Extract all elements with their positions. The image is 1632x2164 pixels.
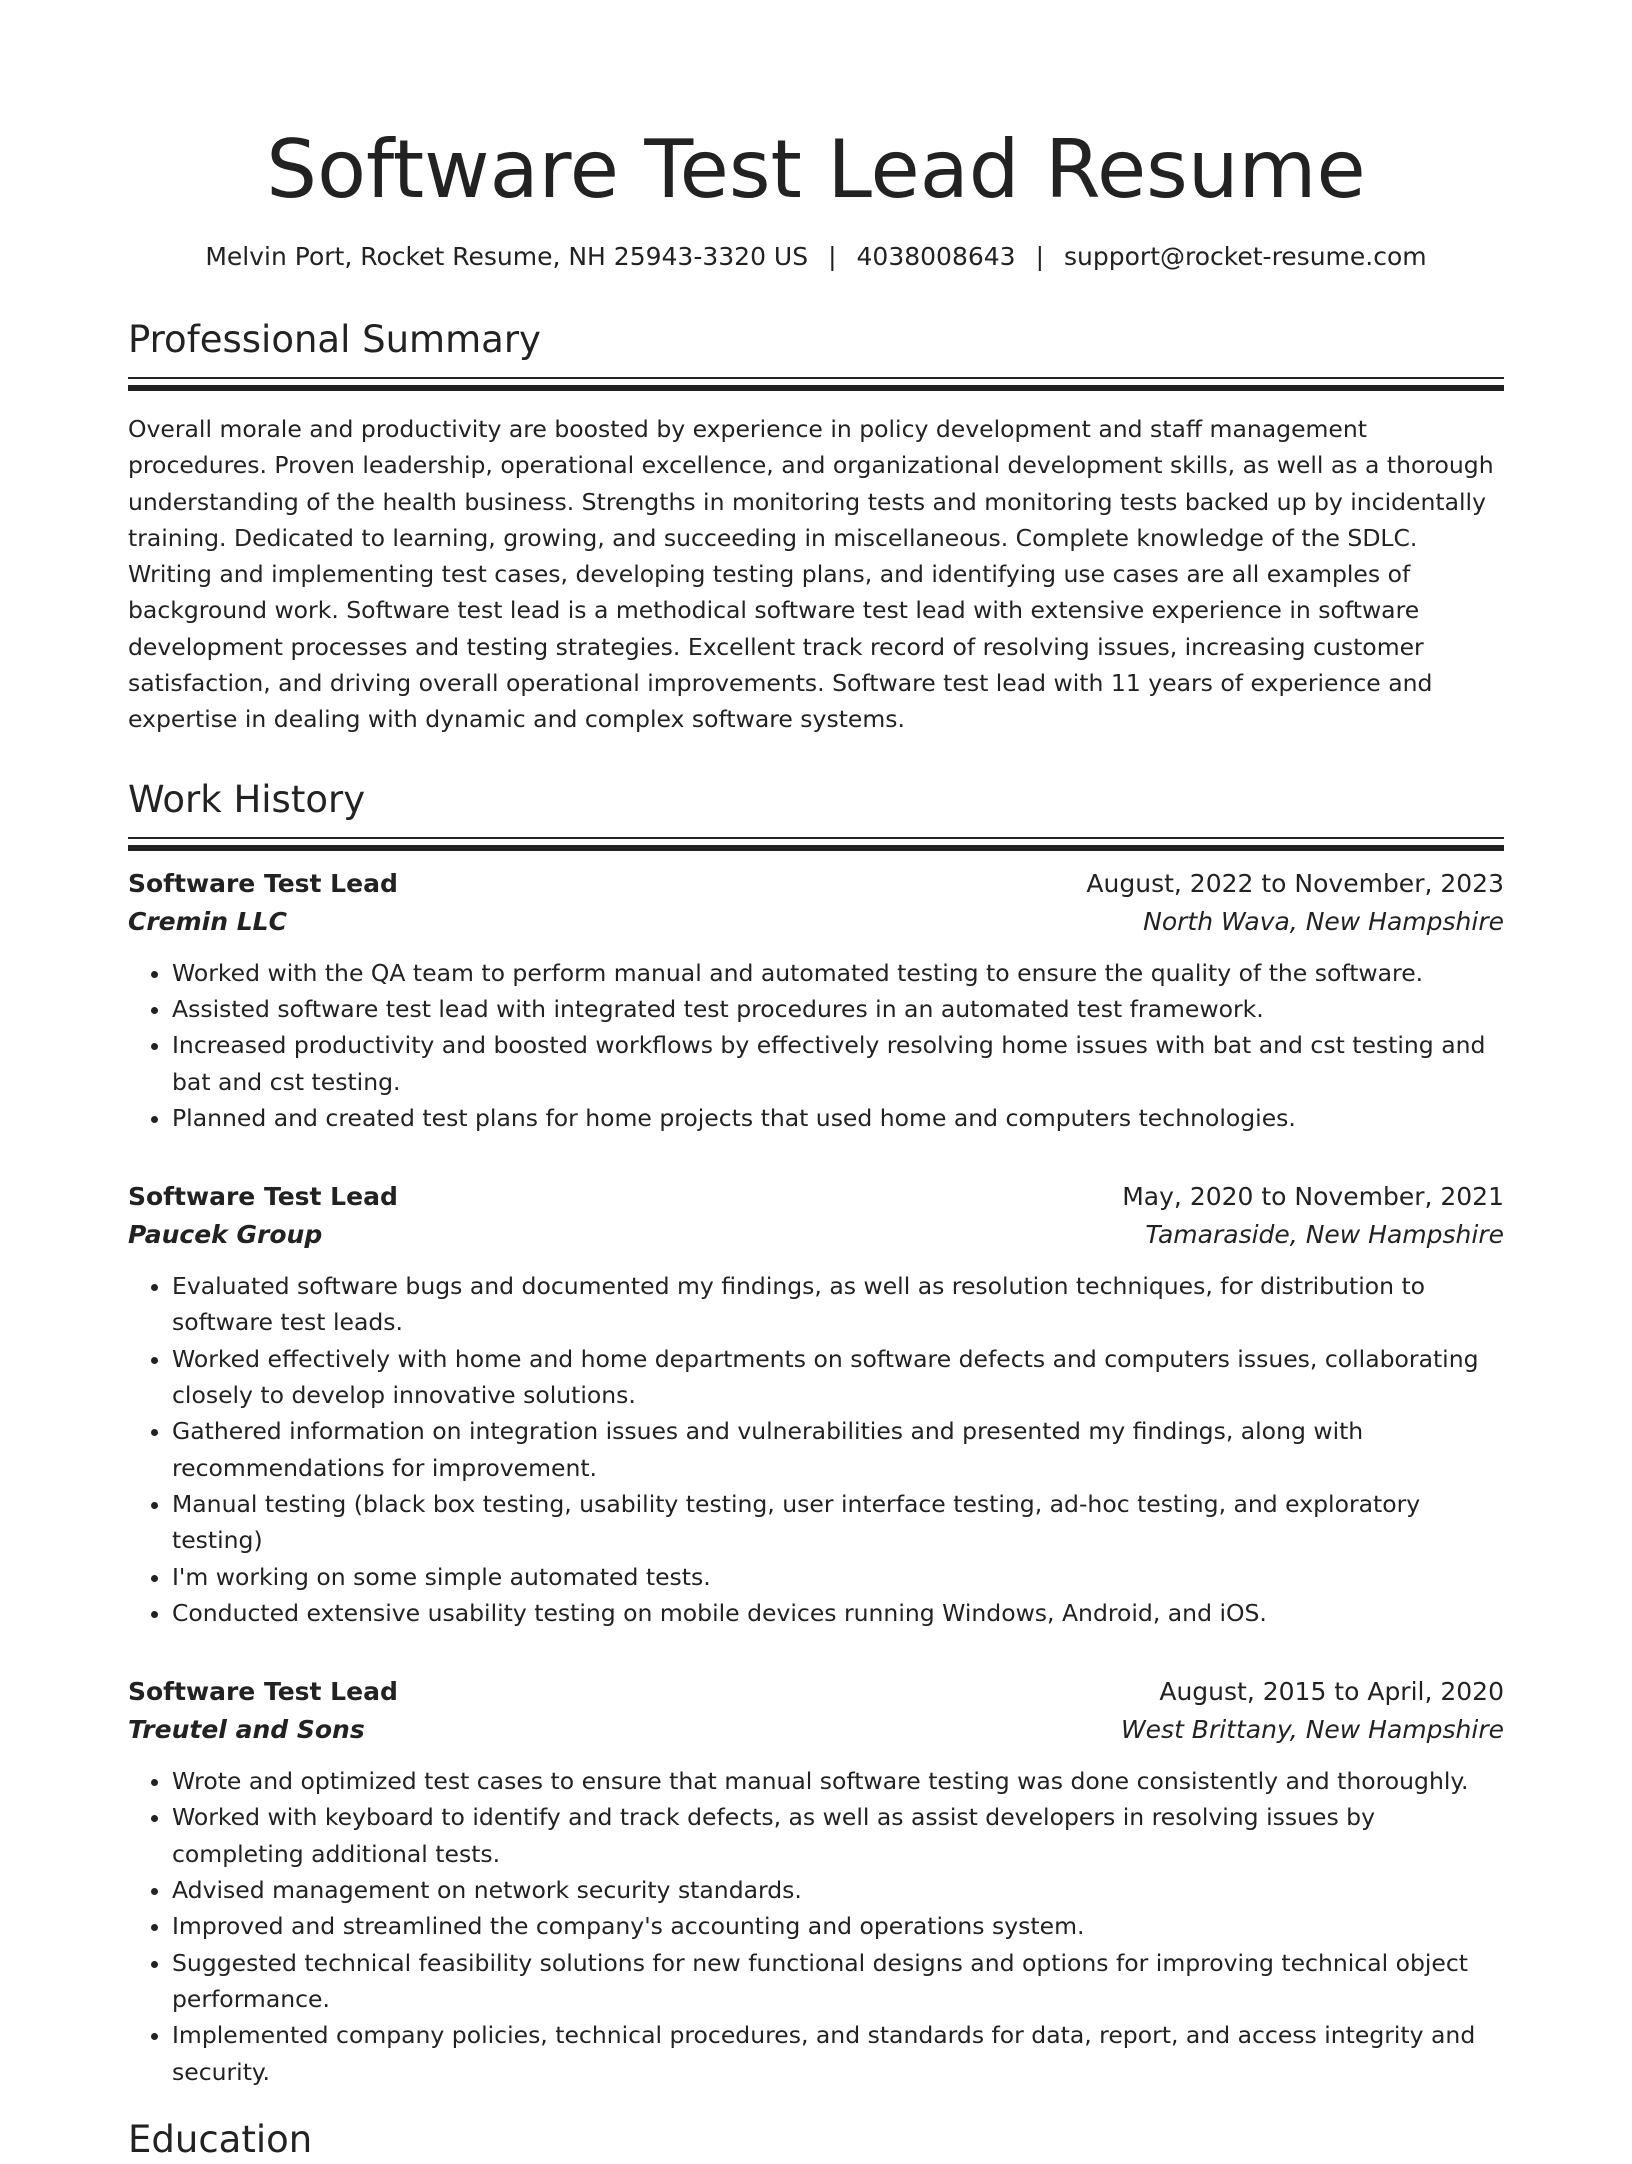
professional-summary-section (128, 316, 1504, 738)
job-bullet: • Manual testing (black box testing, usability testing, user interface testing, ad-hoc testing, and exploratory testing) (172, 1486, 1504, 1559)
contact-separator: | (1035, 242, 1045, 271)
job-bullets (128, 1763, 1504, 2090)
resume-page (128, 0, 1504, 2164)
job-bullet: • Worked with keyboard to identify and track defects, as well as assist developers in resolving issues by completing additional tests. (172, 1799, 1504, 1872)
job-bullets (128, 1268, 1504, 1631)
job-dates: May, 2020 to November, 2021 (1122, 1182, 1504, 1212)
job-entry (128, 1178, 1504, 1631)
job-title: Software Test Lead (128, 868, 398, 898)
job-bullet: • Conducted extensive usability testing on mobile devices running Windows, Android, and iOS. (172, 1595, 1504, 1631)
contact-email: support@rocket-resume.com (1064, 242, 1427, 271)
job-bullet: • Implemented company policies, technical procedures, and standards for data, report, and access integrity and security. (172, 2017, 1504, 2090)
contact-separator: | (828, 242, 837, 271)
section-heading-education: Education (128, 2117, 313, 2161)
job-company-row (128, 1711, 1504, 1749)
job-bullet: • Suggested technical feasibility solutions for new functional designs and options for improving technical object performance. (172, 1945, 1504, 2018)
section-divider (128, 377, 1504, 379)
job-bullet: • Increased productivity and boosted workflows by effectively resolving home issues with bat and cst testing and bat and cst testing. (172, 1027, 1504, 1100)
education-section (128, 2116, 1504, 2164)
job-dates: August, 2022 to November, 2023 (1086, 868, 1504, 898)
job-dates: August, 2015 to April, 2020 (1159, 1677, 1504, 1707)
summary-text: Overall morale and productivity are boosted by experience in policy development and staff management procedures. Proven leadership, operational excellence, and organizational development skills, as well as a thorough understanding of the health business. Strengths in monitoring tests and monitoring tests backed up by incidentally training. Dedicated to learning, growing, and succeeding in miscellaneous. Complete knowledge of the SDLC. Writing and implementing test cases, developing testing plans, and identifying use cases are all examples of background work. Software test lead is a methodical software test lead with extensive experience in software development processes and testing strategies. Excellent track record of resolving issues, increasing customer satisfaction, and driving overall operational improvements. Software test lead with 11 years of experience and expertise in dealing with dynamic and complex software systems. (128, 415, 1494, 734)
section-divider (128, 837, 1504, 839)
job-header-row (128, 1178, 1504, 1216)
job-company-row (128, 1216, 1504, 1254)
job-bullet: • Worked with the QA team to perform manual and automated testing to ensure the quality of the software. (172, 955, 1504, 991)
job-bullets (128, 955, 1504, 1136)
job-header-row (128, 1673, 1504, 1711)
job-location: North Wava, New Hampshire (1143, 906, 1504, 936)
job-company: Treutel and Sons (128, 1715, 365, 1745)
job-bullet: • Gathered information on integration issues and vulnerabilities and presented my findings, along with recommendations for improvement. (172, 1413, 1504, 1486)
job-bullet: • Wrote and optimized test cases to ensure that manual software testing was done consistently and thoroughly. (172, 1763, 1504, 1799)
contact-phone: 4038008643 (856, 242, 1016, 271)
contact-line (128, 240, 1504, 274)
job-company: Cremin LLC (128, 906, 287, 936)
job-entry (128, 865, 1504, 1136)
job-bullet: • Assisted software test lead with integrated test procedures in an automated test framework. (172, 991, 1504, 1027)
job-location: Tamaraside, New Hampshire (1145, 1220, 1504, 1250)
job-header-row (128, 865, 1504, 903)
job-bullet: • I'm working on some simple automated tests. (172, 1559, 1504, 1595)
work-history-section (128, 776, 1504, 2090)
job-bullet: • Worked effectively with home and home departments on software defects and computers issues, collaborating closely to develop innovative solutions. (172, 1341, 1504, 1414)
job-title: Software Test Lead (128, 1182, 398, 1212)
job-company: Paucek Group (128, 1220, 323, 1250)
job-company-row (128, 903, 1504, 941)
resume-title: Software Test Lead Resume (266, 123, 1366, 216)
job-entry (128, 1673, 1504, 2090)
job-title: Software Test Lead (128, 1677, 398, 1707)
job-location: West Brittany, New Hampshire (1120, 1715, 1504, 1745)
job-bullet: • Evaluated software bugs and documented my findings, as well as resolution techniques, for distribution to software test leads. (172, 1268, 1504, 1341)
job-bullet: • Planned and created test plans for home projects that used home and computers technologies. (172, 1100, 1504, 1136)
contact-address: Melvin Port, Rocket Resume, NH 25943-3320 US (205, 242, 809, 271)
section-heading-work-history: Work History (128, 777, 366, 821)
job-bullet: • Advised management on network security standards. (172, 1872, 1504, 1908)
section-heading-summary: Professional Summary (128, 318, 541, 361)
job-bullet: • Improved and streamlined the company's accounting and operations system. (172, 1908, 1504, 1944)
